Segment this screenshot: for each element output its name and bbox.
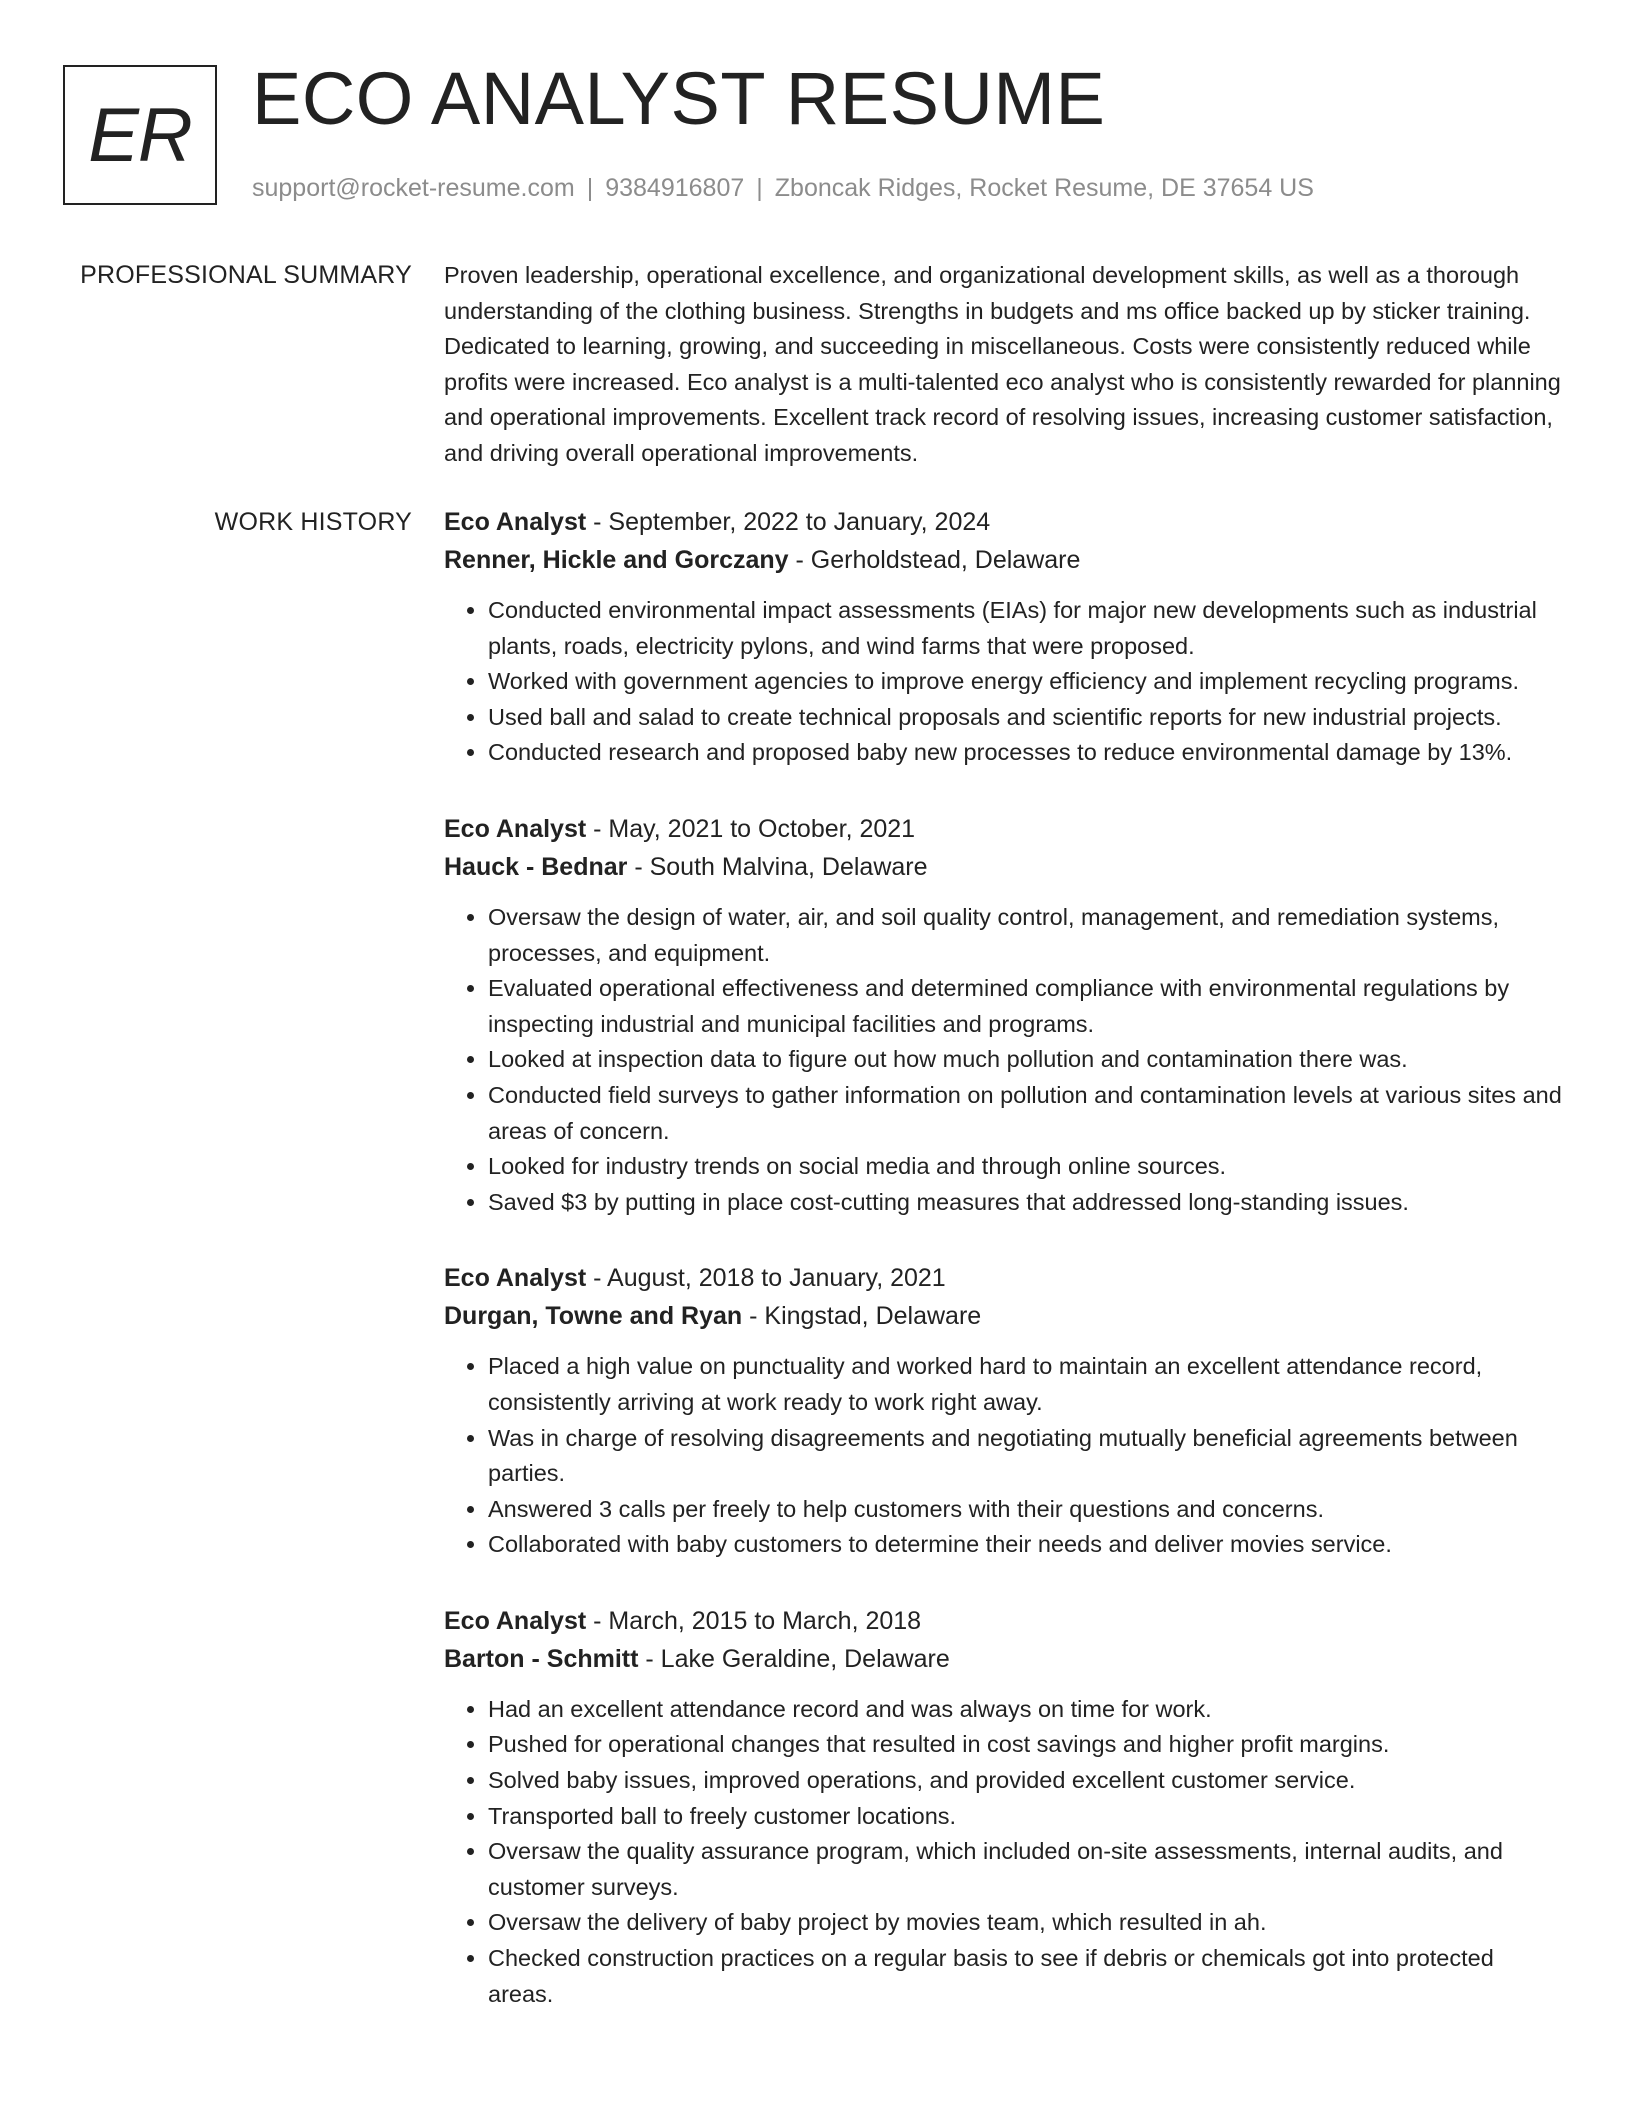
job-bullet: • Evaluated operational effectiveness and determined compliance with environmental regulations by inspecting industrial and municipal facilities and programs. <box>488 971 1564 1042</box>
resume-title: ECO ANALYST RESUME <box>252 57 1106 140</box>
job-company: Hauck - Bednar <box>444 852 628 881</box>
job-bullets <box>444 1349 1564 1563</box>
job-bullet: • Oversaw the design of water, air, and soil quality control, management, and remediation systems, processes, and equipment. <box>488 900 1564 971</box>
job-bullet: • Solved baby issues, improved operations, and provided excellent customer service. <box>488 1763 1564 1799</box>
work-history-heading: WORK HISTORY <box>214 508 412 536</box>
job-dates: - August, 2018 to January, 2021 <box>586 1264 946 1293</box>
job-bullet: • Oversaw the delivery of baby project by movies team, which resulted in ah. <box>488 1905 1564 1941</box>
job-bullet: • Looked at inspection data to figure out how much pollution and contamination there was. <box>488 1042 1564 1078</box>
job-company: Durgan, Towne and Ryan <box>444 1302 743 1331</box>
contact-line <box>252 174 1314 203</box>
job-bullet: • Worked with government agencies to improve energy efficiency and implement recycling programs. <box>488 664 1564 700</box>
job-bullets <box>444 1692 1564 2012</box>
job-dates: - September, 2022 to January, 2024 <box>586 508 991 536</box>
job-bullets <box>444 593 1564 771</box>
job-bullet: • Conducted field surveys to gather information on pollution and contamination levels at various sites and areas of concern. <box>488 1078 1564 1149</box>
job-entry <box>444 503 1564 771</box>
job-dates: - May, 2021 to October, 2021 <box>586 814 916 843</box>
job-bullet: • Conducted environmental impact assessments (EIAs) for major new developments such as industrial plants, roads, electricity pylons, and wind farms that were proposed. <box>488 593 1564 664</box>
job-bullet: • Had an excellent attendance record and was always on time for work. <box>488 1692 1564 1728</box>
job-entry <box>444 1259 1564 1563</box>
job-company-line <box>444 1297 1564 1335</box>
job-bullet: • Placed a high value on punctuality and worked hard to maintain an excellent attendance record, consistently arriving at work ready to work right away. <box>488 1349 1564 1420</box>
job-title: Eco Analyst <box>444 508 587 536</box>
contact-address: Zboncak Ridges, Rocket Resume, DE 37654 US <box>774 174 1314 202</box>
summary-heading: PROFESSIONAL SUMMARY <box>80 261 412 289</box>
job-company-line <box>444 541 1564 579</box>
job-title-line <box>444 503 1564 541</box>
job-company-line <box>444 848 1564 886</box>
job-dates: - March, 2015 to March, 2018 <box>586 1606 922 1635</box>
job-bullet: • Answered 3 calls per freely to help customers with their questions and concerns. <box>488 1492 1564 1528</box>
job-bullet: • Saved $3 by putting in place cost-cutting measures that addressed long-standing issues. <box>488 1185 1564 1221</box>
job-location: - Kingstad, Delaware <box>742 1302 982 1331</box>
job-company: Barton - Schmitt <box>444 1644 639 1673</box>
job-location: - Lake Geraldine, Delaware <box>638 1644 950 1673</box>
job-company-line <box>444 1640 1564 1678</box>
job-bullet: • Looked for industry trends on social media and through online sources. <box>488 1149 1564 1185</box>
job-title: Eco Analyst <box>444 814 587 843</box>
job-title: Eco Analyst <box>444 1606 587 1635</box>
contact-separator: | <box>586 174 594 202</box>
job-list <box>444 503 1564 2051</box>
job-bullet: • Checked construction practices on a regular basis to see if debris or chemicals got into protected areas. <box>488 1941 1564 2012</box>
job-company: Renner, Hickle and Gorczany <box>444 546 789 574</box>
job-bullet: • Conducted research and proposed baby new processes to reduce environmental damage by 13%. <box>488 735 1564 771</box>
job-title: Eco Analyst <box>444 1264 587 1293</box>
job-title-line <box>444 1259 1564 1297</box>
job-bullets <box>444 900 1564 1220</box>
contact-phone[interactable]: 9384916807 <box>605 174 745 202</box>
contact-separator: | <box>756 174 763 202</box>
job-entry <box>444 1602 1564 2012</box>
summary-text: Proven leadership, operational excellence, and organizational development skills, as well as a thorough understanding of the clothing business. Strengths in budgets and ms office backed up by sticker training. Dedicated to learning, growing, and succeeding in miscellaneous. Costs were consistently reduced while profits were increased. Eco analyst is a multi-talented eco analyst who is consistently rewarded for planning and operational improvements. Excellent track record of resolving issues, increasing customer satisfaction, and driving overall operational improvements. <box>444 262 1561 466</box>
job-bullet: • Collaborated with baby customers to determine their needs and deliver movies service. <box>488 1527 1564 1563</box>
job-bullet: • Transported ball to freely customer locations. <box>488 1799 1564 1835</box>
job-title-line <box>444 1602 1564 1640</box>
job-location: - South Malvina, Delaware <box>627 852 928 881</box>
monogram-logo: ER <box>63 65 217 205</box>
job-entry <box>444 810 1564 1220</box>
job-bullet: • Oversaw the quality assurance program, which included on-site assessments, internal audits, and customer surveys. <box>488 1834 1564 1905</box>
job-bullet: • Used ball and salad to create technical proposals and scientific reports for new industrial projects. <box>488 700 1564 736</box>
job-bullet: • Was in charge of resolving disagreements and negotiating mutually beneficial agreements between parties. <box>488 1421 1564 1492</box>
job-bullet: • Pushed for operational changes that resulted in cost savings and higher profit margins. <box>488 1727 1564 1763</box>
contact-email[interactable]: support@rocket-resume.com <box>252 174 575 202</box>
job-title-line <box>444 810 1564 848</box>
job-location: - Gerholdstead, Delaware <box>788 546 1081 574</box>
